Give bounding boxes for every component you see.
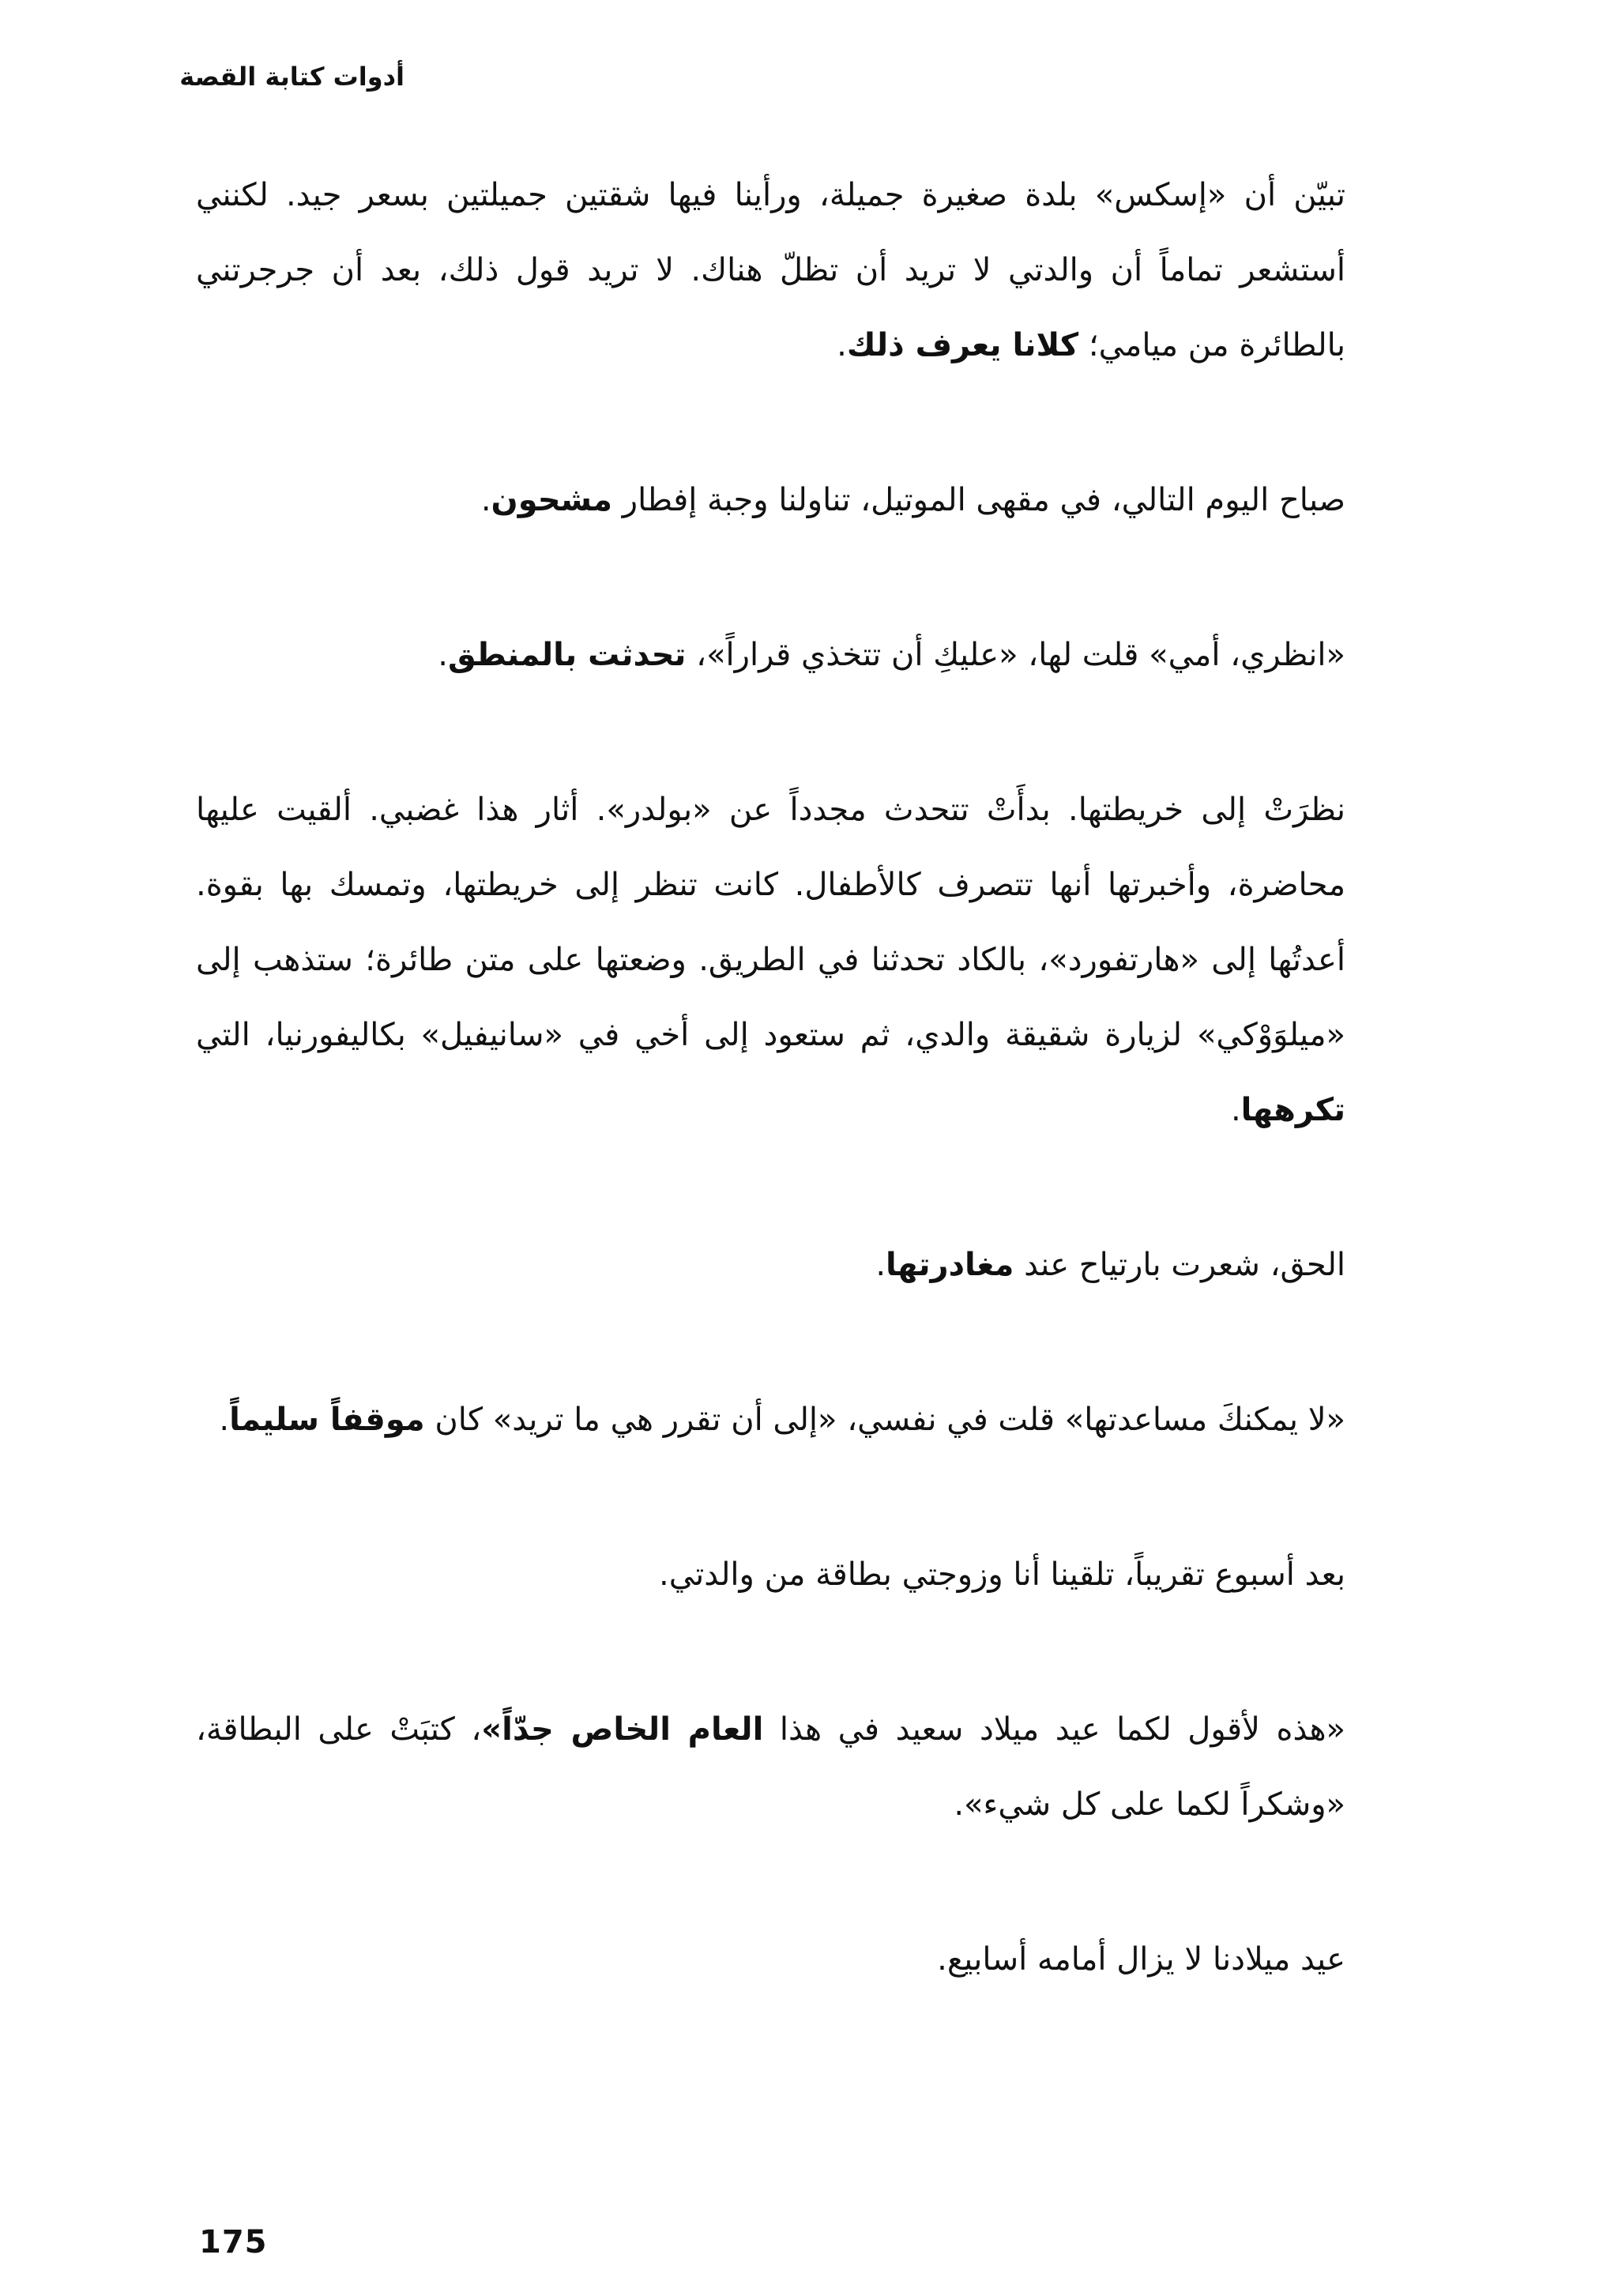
paragraph — [196, 1228, 1345, 1303]
paragraph-bold-phrase: تحدثت بالمنطق — [447, 637, 687, 673]
paragraph — [196, 773, 1345, 1148]
paragraph-tail: . — [438, 637, 448, 673]
paragraph-tail: ، كتبَتْ على البطاقة، «وشكراً لكما على كل شيء». — [196, 1711, 1345, 1823]
paragraph-text: صباح اليوم التالي، في مقهى الموتيل، تناولنا وجبة إفطار — [612, 482, 1345, 518]
paragraph — [196, 463, 1345, 538]
paragraph-bold-phrase: العام الخاص جدّاً» — [481, 1711, 764, 1748]
paragraph-tail: . — [480, 482, 491, 518]
paragraph-bold-phrase: تكرهها — [1240, 1092, 1345, 1128]
paragraph — [196, 158, 1345, 383]
paragraph-text: الحق، شعرت بارتياح عند — [1014, 1247, 1345, 1283]
running-header: أدوات كتابة القصة — [179, 62, 404, 92]
paragraph-tail: . — [875, 1247, 886, 1283]
paragraph-text: «انظري، أمي» قلت لها، «عليكِ أن تتخذي قراراً»، — [686, 637, 1345, 673]
paragraph-bold-phrase: مشحون — [491, 482, 613, 518]
paragraph — [196, 618, 1345, 693]
paragraph-tail: . — [837, 327, 847, 363]
paragraph-text: تبيّن أن «إسكس» بلدة صغيرة جميلة، ورأينا فيها شقتين جميلتين بسعر جيد. لكنني أستشعر تماماً أن والدتي لا تريد أن تظلّ هناك. لا تريد قول ذلك، بعد أن جرجرتني بالطائرة من ميامي؛ — [196, 177, 1345, 363]
paragraph-bold-phrase: مغادرتها — [886, 1247, 1014, 1283]
paragraph — [196, 1692, 1345, 1842]
paragraph-text: «هذه لأقول لكما عيد ميلاد سعيد في هذا — [763, 1711, 1346, 1748]
paragraph-bold-phrase: موقفاً سليماً — [229, 1402, 425, 1438]
paragraph — [196, 1922, 1345, 1997]
paragraph-text: بعد أسبوع تقريباً، تلقينا أنا وزوجتي بطاقة من والدتي. — [659, 1556, 1345, 1593]
paragraph-tail: . — [1230, 1092, 1241, 1128]
paragraph-text: نظرَتْ إلى خريطتها. بدأَتْ تتحدث مجدداً عن «بولدر». أثار هذا غضبي. ألقيت عليها محاضرة، وأخبرتها أنها تتصرف كالأطفال. كانت تنظر إلى خريطتها، وتمسك بها بقوة. أعدتُها إلى «هارتفورد»، بالكاد تحدثنا في الطريق. وضعتها على متن طائرة؛ ستذهب إلى «ميلوَوْكي» لزيارة شقيقة والدي، ثم ستعود إلى أخي في «سانيفيل» بكاليفورنيا، التي — [196, 792, 1345, 1053]
paragraph — [196, 1538, 1345, 1613]
paragraph-text: «لا يمكنكَ مساعدتها» قلت في نفسي، «إلى أن تقرر هي ما تريد» كان — [424, 1402, 1345, 1438]
page-number: 175 — [199, 2224, 268, 2260]
paragraph-bold-phrase: كلانا يعرف ذلك — [846, 327, 1079, 363]
paragraph-tail: . — [219, 1402, 230, 1438]
body-text — [196, 158, 1345, 2077]
paragraph-text: عيد ميلادنا لا يزال أمامه أسابيع. — [937, 1941, 1345, 1978]
paragraph — [196, 1383, 1345, 1458]
